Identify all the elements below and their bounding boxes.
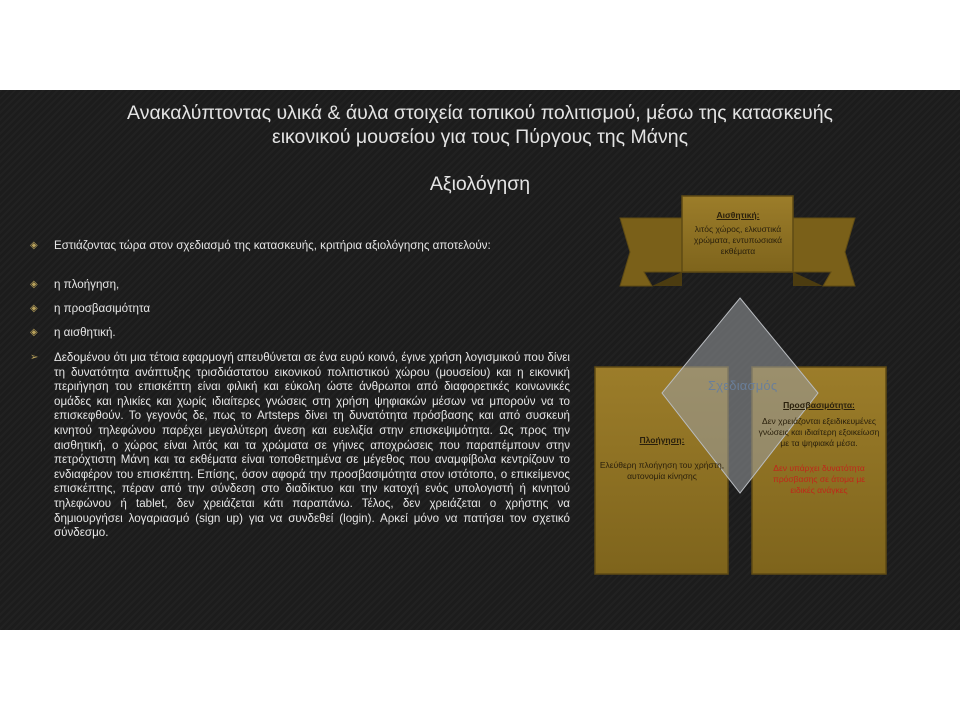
bullet-marker-icon: ◈	[30, 303, 38, 314]
accessibility-label: Προσβασιμότητα: Δεν χρειάζονται εξειδικευμένες γνώσεις και ιδιαίτερη εξοικείωση με τα ψηφιακά μέσα. Δεν υπάρχει δυνατότητα πρόσβασης σε άτομα με ειδικές ανάγκες	[758, 400, 880, 495]
bullet-marker-icon: ◈	[30, 240, 38, 251]
bullet-navigation: ◈ η πλοήγηση,	[30, 278, 120, 291]
slide-title: Ανακαλύπτοντας υλικά & άυλα στοιχεία τοπικού πολιτισμού, μέσω της κατασκευής εικονικού μουσείου για τους Πύργους της Μάνης	[127, 102, 833, 148]
bullet-intro: ◈ Εστιάζοντας τώρα στον σχεδιασμό της κατασκευής, κριτήρια αξιολόγησης αποτελούν:	[30, 239, 491, 252]
ribbon-left-tail	[620, 218, 682, 286]
aesthetic-label: Αισθητική: λιτός χώρος, ελκυστικά χρώματα, εντυπωσιακά εκθέματα	[693, 210, 783, 256]
arrow-marker-icon: ➢	[30, 352, 39, 363]
bullet-accessibility: ◈ η προσβασιμότητα	[30, 302, 151, 315]
navigation-label: Πλοήγηση: Ελεύθερη πλοήγηση του χρήστη, αυτονομία κίνησης	[599, 435, 725, 481]
ribbon-right-tail	[793, 218, 855, 286]
design-diagram	[590, 190, 895, 590]
bullet-marker-icon: ◈	[30, 279, 38, 290]
ribbon-fold-right	[793, 272, 823, 286]
design-center-label: Σχεδιασμός	[708, 378, 778, 393]
bullet-marker-icon: ◈	[30, 327, 38, 338]
bullet-aesthetic: ◈ η αισθητική.	[30, 326, 116, 339]
slide-subtitle: Αξιολόγηση	[429, 173, 531, 195]
bullet-evaluation-text: ➢ Δεδομένου ότι μια τέτοια εφαρμογή απευθύνεται σε ένα ευρύ κοινό, έγινε χρήση λογισμικού που δίνει τη δυνατότητα ανάπτυξης τρισδιάστατου εικονικού πολιτιστικού χώρου (μουσείου) και η εικονική περιήγηση του επισκέπτη είναι φιλική και εύκολη ώστε άνθρωποι από διαφορετικές κοινωνικές ομάδες και ηλικίες και χωρίς ιδιαίτερες γνώσεις στη χρήση ψηφιακών μέσων να μπορούν να το επισκεφθούν. Το γεγονός δε, πως το Artsteps δίνει τη δυνατότητα πρόσβασης και από συσκευή κινητού τηλεφώνου παρέχει μεγαλύτερη άνεση και ευελιξία στην επισκεψιμότητα. Ως προς την αισθητική, ο χώρος είναι λιτός και τα χρώματα σε γήινες αποχρώσεις που παραπέμπουν στην πετρόχτιστη Μάνη και τα εκθέματα είναι τοποθετημένα σε μέγεθος που αναμφίβολα κεντρίζουν το ενδιαφέρον του επισκέπτη. Επίσης, όσον αφορά την προσβασιμότητα στον ιστότοπο, ο επικείμενος επισκέπτης, πέραν από την σύνδεση στο διαδίκτυο και την κατοχή ενός υπολογιστή ή κινητού τηλεφώνου ή tablet, δεν χρειάζεται κάτι παραπάνω. Τέλος, δεν χρειάζεται ο χρήστης να δημιουργήσει λογαριασμό (sign up) για να συνδεθεί (login). Αρκεί μόνο να πατήσει τον σχετικό σύνδεσμο.	[30, 351, 570, 540]
ribbon-fold-left	[652, 272, 682, 286]
